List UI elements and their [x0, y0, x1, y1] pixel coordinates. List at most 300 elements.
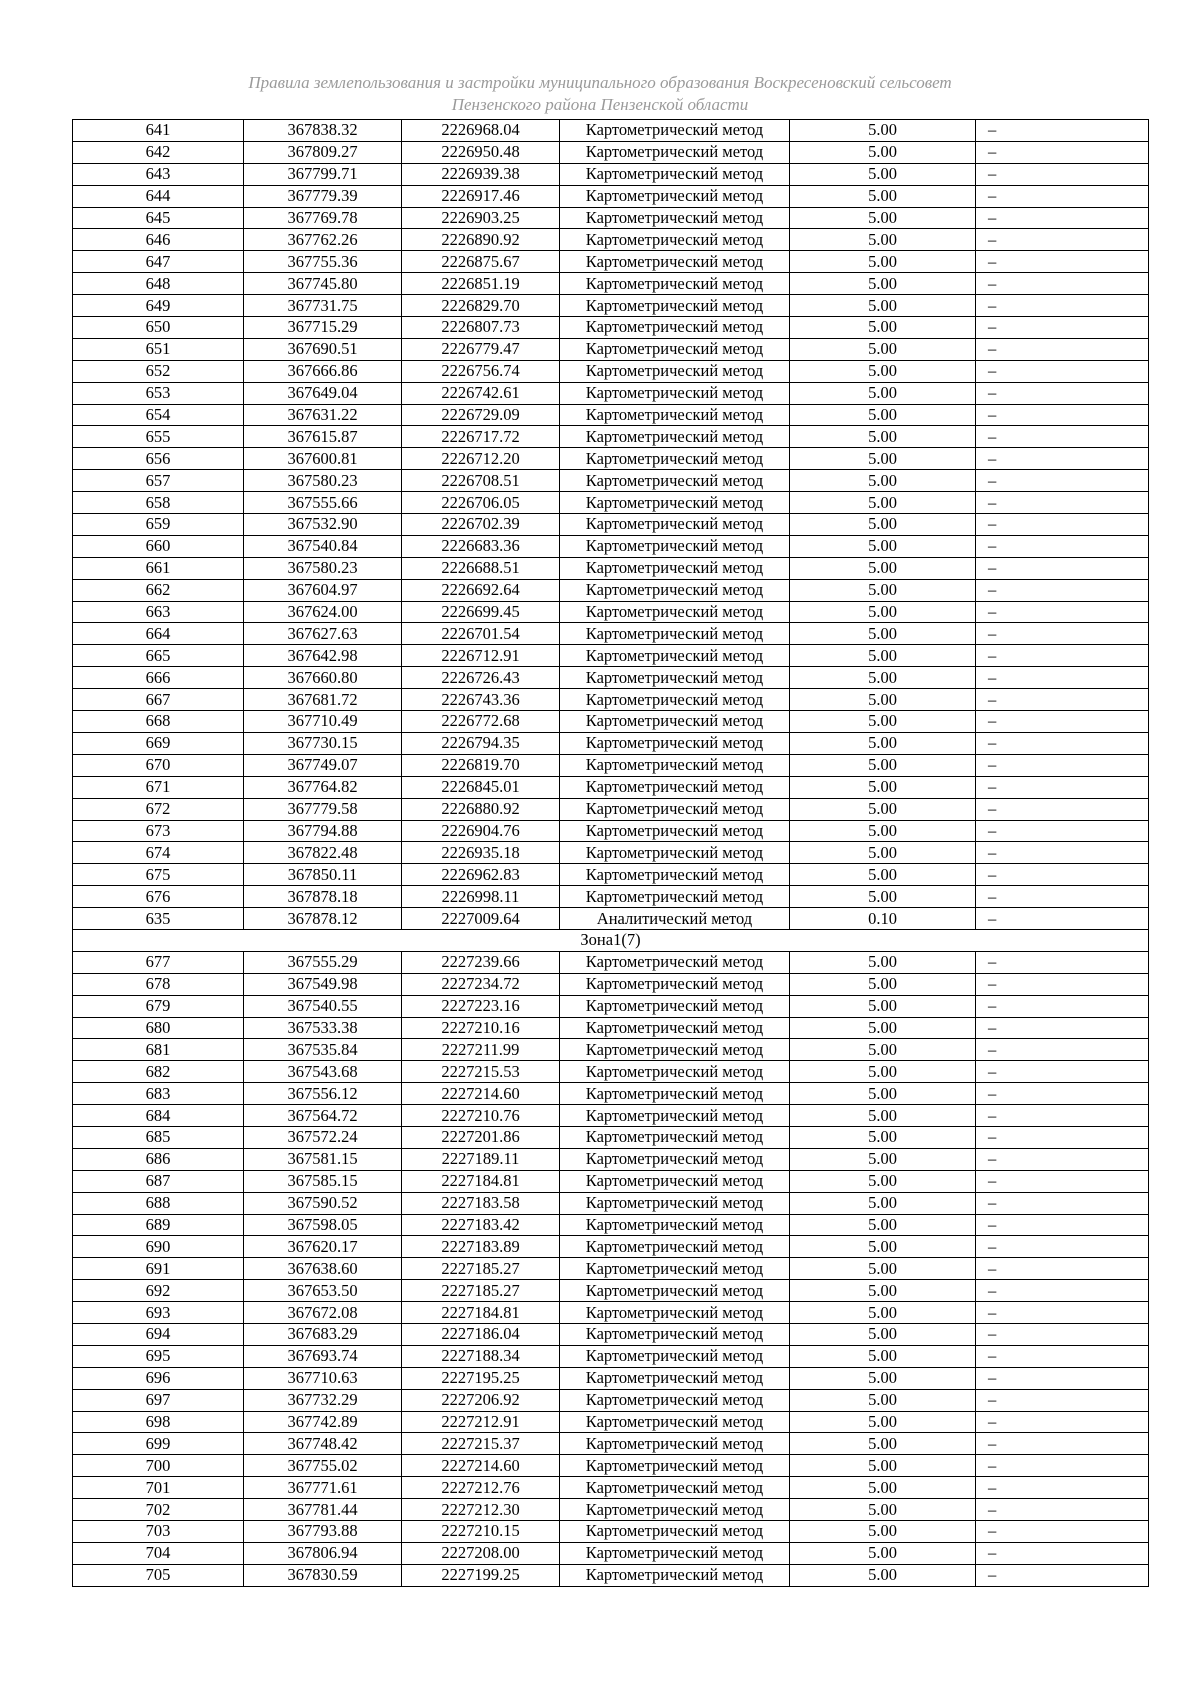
note-cell: –: [976, 623, 1149, 645]
note-cell: –: [976, 338, 1149, 360]
point-number-cell: 683: [73, 1083, 244, 1105]
y-coordinate-cell: 2226875.67: [402, 251, 560, 273]
note-cell: –: [976, 120, 1149, 142]
method-cell: Картометрический метод: [560, 1521, 790, 1543]
point-number-cell: 670: [73, 754, 244, 776]
x-coordinate-cell: 367749.07: [244, 754, 402, 776]
y-coordinate-cell: 2226702.39: [402, 514, 560, 536]
y-coordinate-cell: 2227184.81: [402, 1170, 560, 1192]
x-coordinate-cell: 367615.87: [244, 426, 402, 448]
method-cell: Картометрический метод: [560, 251, 790, 273]
y-coordinate-cell: 2226712.91: [402, 645, 560, 667]
table-row: [73, 514, 1149, 536]
x-coordinate-cell: 367830.59: [244, 1564, 402, 1586]
point-number-cell: 689: [73, 1214, 244, 1236]
y-coordinate-cell: 2227215.37: [402, 1433, 560, 1455]
method-cell: Картометрический метод: [560, 273, 790, 295]
point-number-cell: 688: [73, 1192, 244, 1214]
method-cell: Картометрический метод: [560, 382, 790, 404]
method-cell: Картометрический метод: [560, 886, 790, 908]
note-cell: –: [976, 185, 1149, 207]
method-cell: Картометрический метод: [560, 754, 790, 776]
x-coordinate-cell: 367604.97: [244, 579, 402, 601]
accuracy-cell: 5.00: [790, 1039, 976, 1061]
method-cell: Картометрический метод: [560, 1477, 790, 1499]
y-coordinate-cell: 2226688.51: [402, 557, 560, 579]
y-coordinate-cell: 2227189.11: [402, 1148, 560, 1170]
note-cell: –: [976, 1499, 1149, 1521]
table-row: [73, 1105, 1149, 1127]
note-cell: –: [976, 1411, 1149, 1433]
table-row: [73, 711, 1149, 733]
point-number-cell: 665: [73, 645, 244, 667]
x-coordinate-cell: 367581.15: [244, 1148, 402, 1170]
note-cell: –: [976, 514, 1149, 536]
accuracy-cell: 5.00: [790, 141, 976, 163]
accuracy-cell: 5.00: [790, 1499, 976, 1521]
coordinates-table-body: [73, 120, 1149, 1587]
point-number-cell: 663: [73, 601, 244, 623]
y-coordinate-cell: 2226807.73: [402, 317, 560, 339]
table-row: [73, 864, 1149, 886]
table-row: [73, 1083, 1149, 1105]
note-cell: –: [976, 317, 1149, 339]
y-coordinate-cell: 2227215.53: [402, 1061, 560, 1083]
note-cell: –: [976, 1477, 1149, 1499]
accuracy-cell: 5.00: [790, 776, 976, 798]
point-number-cell: 681: [73, 1039, 244, 1061]
accuracy-cell: 5.00: [790, 120, 976, 142]
note-cell: –: [976, 1302, 1149, 1324]
y-coordinate-cell: 2226701.54: [402, 623, 560, 645]
x-coordinate-cell: 367793.88: [244, 1521, 402, 1543]
accuracy-cell: 5.00: [790, 1345, 976, 1367]
note-cell: –: [976, 579, 1149, 601]
y-coordinate-cell: 2226880.92: [402, 798, 560, 820]
table-row: [73, 732, 1149, 754]
accuracy-cell: 5.00: [790, 1236, 976, 1258]
note-cell: –: [976, 1039, 1149, 1061]
accuracy-cell: 5.00: [790, 732, 976, 754]
note-cell: –: [976, 535, 1149, 557]
x-coordinate-cell: 367638.60: [244, 1258, 402, 1280]
table-row: [73, 886, 1149, 908]
table-row: [73, 623, 1149, 645]
point-number-cell: 703: [73, 1521, 244, 1543]
x-coordinate-cell: 367590.52: [244, 1192, 402, 1214]
point-number-cell: 698: [73, 1411, 244, 1433]
x-coordinate-cell: 367533.38: [244, 1017, 402, 1039]
point-number-cell: 641: [73, 120, 244, 142]
x-coordinate-cell: 367543.68: [244, 1061, 402, 1083]
note-cell: –: [976, 1564, 1149, 1586]
note-cell: –: [976, 426, 1149, 448]
note-cell: –: [976, 732, 1149, 754]
point-number-cell: 669: [73, 732, 244, 754]
table-row: [73, 1323, 1149, 1345]
point-number-cell: 687: [73, 1170, 244, 1192]
note-cell: –: [976, 754, 1149, 776]
y-coordinate-cell: 2226683.36: [402, 535, 560, 557]
point-number-cell: 651: [73, 338, 244, 360]
table-row: [73, 207, 1149, 229]
y-coordinate-cell: 2227201.86: [402, 1126, 560, 1148]
point-number-cell: 648: [73, 273, 244, 295]
table-row: [73, 1345, 1149, 1367]
note-cell: –: [976, 1236, 1149, 1258]
section-row: [73, 929, 1149, 951]
note-cell: –: [976, 1389, 1149, 1411]
table-row: [73, 1389, 1149, 1411]
point-number-cell: 672: [73, 798, 244, 820]
method-cell: Картометрический метод: [560, 820, 790, 842]
method-cell: Картометрический метод: [560, 645, 790, 667]
y-coordinate-cell: 2226903.25: [402, 207, 560, 229]
y-coordinate-cell: 2226962.83: [402, 864, 560, 886]
x-coordinate-cell: 367755.36: [244, 251, 402, 273]
accuracy-cell: 5.00: [790, 557, 976, 579]
y-coordinate-cell: 2226851.19: [402, 273, 560, 295]
accuracy-cell: 5.00: [790, 995, 976, 1017]
accuracy-cell: 5.00: [790, 1170, 976, 1192]
method-cell: Картометрический метод: [560, 120, 790, 142]
method-cell: Аналитический метод: [560, 908, 790, 930]
accuracy-cell: 5.00: [790, 1083, 976, 1105]
point-number-cell: 676: [73, 886, 244, 908]
header-line-1: Правила землепользования и застройки муниципального образования Воскресеновский сельсовет: [248, 73, 952, 92]
accuracy-cell: 5.00: [790, 273, 976, 295]
note-cell: –: [976, 1105, 1149, 1127]
accuracy-cell: 5.00: [790, 317, 976, 339]
y-coordinate-cell: 2226729.09: [402, 404, 560, 426]
x-coordinate-cell: 367627.63: [244, 623, 402, 645]
y-coordinate-cell: 2226712.20: [402, 448, 560, 470]
x-coordinate-cell: 367769.78: [244, 207, 402, 229]
method-cell: Картометрический метод: [560, 711, 790, 733]
x-coordinate-cell: 367672.08: [244, 1302, 402, 1324]
point-number-cell: 700: [73, 1455, 244, 1477]
table-row: [73, 1411, 1149, 1433]
point-number-cell: 657: [73, 470, 244, 492]
method-cell: Картометрический метод: [560, 360, 790, 382]
method-cell: Картометрический метод: [560, 207, 790, 229]
point-number-cell: 658: [73, 492, 244, 514]
x-coordinate-cell: 367555.66: [244, 492, 402, 514]
point-number-cell: 679: [73, 995, 244, 1017]
x-coordinate-cell: 367624.00: [244, 601, 402, 623]
table-row: [73, 229, 1149, 251]
point-number-cell: 695: [73, 1345, 244, 1367]
accuracy-cell: 5.00: [790, 360, 976, 382]
accuracy-cell: 5.00: [790, 207, 976, 229]
accuracy-cell: 5.00: [790, 689, 976, 711]
header-line-2: Пензенского района Пензенской области: [451, 95, 749, 114]
method-cell: Картометрический метод: [560, 1411, 790, 1433]
note-cell: –: [976, 1017, 1149, 1039]
method-cell: Картометрический метод: [560, 426, 790, 448]
point-number-cell: 697: [73, 1389, 244, 1411]
y-coordinate-cell: 2226917.46: [402, 185, 560, 207]
note-cell: –: [976, 1083, 1149, 1105]
note-cell: –: [976, 1214, 1149, 1236]
y-coordinate-cell: 2226968.04: [402, 120, 560, 142]
point-number-cell: 699: [73, 1433, 244, 1455]
method-cell: Картометрический метод: [560, 1455, 790, 1477]
table-row: [73, 1564, 1149, 1586]
table-row: [73, 798, 1149, 820]
point-number-cell: 690: [73, 1236, 244, 1258]
method-cell: Картометрический метод: [560, 1542, 790, 1564]
note-cell: –: [976, 798, 1149, 820]
x-coordinate-cell: 367730.15: [244, 732, 402, 754]
point-number-cell: 702: [73, 1499, 244, 1521]
y-coordinate-cell: 2226779.47: [402, 338, 560, 360]
method-cell: Картометрический метод: [560, 404, 790, 426]
table-row: [73, 776, 1149, 798]
y-coordinate-cell: 2227239.66: [402, 951, 560, 973]
accuracy-cell: 5.00: [790, 535, 976, 557]
method-cell: Картометрический метод: [560, 623, 790, 645]
table-row: [73, 1126, 1149, 1148]
note-cell: –: [976, 1170, 1149, 1192]
method-cell: Картометрический метод: [560, 557, 790, 579]
accuracy-cell: 5.00: [790, 1455, 976, 1477]
note-cell: –: [976, 995, 1149, 1017]
method-cell: Картометрический метод: [560, 295, 790, 317]
method-cell: Картометрический метод: [560, 1039, 790, 1061]
y-coordinate-cell: 2226726.43: [402, 667, 560, 689]
point-number-cell: 704: [73, 1542, 244, 1564]
table-row: [73, 689, 1149, 711]
method-cell: Картометрический метод: [560, 1061, 790, 1083]
point-number-cell: 650: [73, 317, 244, 339]
x-coordinate-cell: 367564.72: [244, 1105, 402, 1127]
table-row: [73, 820, 1149, 842]
y-coordinate-cell: 2226692.64: [402, 579, 560, 601]
y-coordinate-cell: 2226939.38: [402, 163, 560, 185]
x-coordinate-cell: 367631.22: [244, 404, 402, 426]
accuracy-cell: 5.00: [790, 1542, 976, 1564]
x-coordinate-cell: 367809.27: [244, 141, 402, 163]
note-cell: –: [976, 820, 1149, 842]
point-number-cell: 644: [73, 185, 244, 207]
method-cell: Картометрический метод: [560, 1564, 790, 1586]
accuracy-cell: 5.00: [790, 579, 976, 601]
point-number-cell: 647: [73, 251, 244, 273]
point-number-cell: 692: [73, 1280, 244, 1302]
coordinates-table: [72, 119, 1149, 1587]
accuracy-cell: 5.00: [790, 448, 976, 470]
table-row: [73, 163, 1149, 185]
table-row: [73, 1148, 1149, 1170]
note-cell: –: [976, 1542, 1149, 1564]
table-row: [73, 141, 1149, 163]
table-row: [73, 1214, 1149, 1236]
y-coordinate-cell: 2227212.30: [402, 1499, 560, 1521]
y-coordinate-cell: 2226819.70: [402, 754, 560, 776]
note-cell: –: [976, 711, 1149, 733]
method-cell: Картометрический метод: [560, 1389, 790, 1411]
table-row: [73, 251, 1149, 273]
point-number-cell: 693: [73, 1302, 244, 1324]
table-row: [73, 842, 1149, 864]
accuracy-cell: 5.00: [790, 426, 976, 448]
x-coordinate-cell: 367535.84: [244, 1039, 402, 1061]
accuracy-cell: 5.00: [790, 492, 976, 514]
y-coordinate-cell: 2226699.45: [402, 601, 560, 623]
method-cell: Картометрический метод: [560, 776, 790, 798]
accuracy-cell: 5.00: [790, 1105, 976, 1127]
y-coordinate-cell: 2226743.36: [402, 689, 560, 711]
table-row: [73, 120, 1149, 142]
table-row: [73, 1455, 1149, 1477]
note-cell: –: [976, 360, 1149, 382]
point-number-cell: 671: [73, 776, 244, 798]
x-coordinate-cell: 367850.11: [244, 864, 402, 886]
note-cell: –: [976, 973, 1149, 995]
y-coordinate-cell: 2227186.04: [402, 1323, 560, 1345]
method-cell: Картометрический метод: [560, 492, 790, 514]
x-coordinate-cell: 367580.23: [244, 557, 402, 579]
note-cell: –: [976, 864, 1149, 886]
table-row: [73, 1542, 1149, 1564]
table-row: [73, 1302, 1149, 1324]
x-coordinate-cell: 367771.61: [244, 1477, 402, 1499]
accuracy-cell: 5.00: [790, 754, 976, 776]
x-coordinate-cell: 367572.24: [244, 1126, 402, 1148]
accuracy-cell: 5.00: [790, 185, 976, 207]
point-number-cell: 642: [73, 141, 244, 163]
accuracy-cell: 5.00: [790, 1192, 976, 1214]
accuracy-cell: 5.00: [790, 1214, 976, 1236]
point-number-cell: 662: [73, 579, 244, 601]
y-coordinate-cell: 2227214.60: [402, 1455, 560, 1477]
point-number-cell: 680: [73, 1017, 244, 1039]
table-row: [73, 1061, 1149, 1083]
method-cell: Картометрический метод: [560, 732, 790, 754]
table-row: [73, 973, 1149, 995]
note-cell: –: [976, 1126, 1149, 1148]
method-cell: Картометрический метод: [560, 1345, 790, 1367]
y-coordinate-cell: 2226706.05: [402, 492, 560, 514]
x-coordinate-cell: 367779.58: [244, 798, 402, 820]
accuracy-cell: 5.00: [790, 1148, 976, 1170]
x-coordinate-cell: 367620.17: [244, 1236, 402, 1258]
method-cell: Картометрический метод: [560, 842, 790, 864]
method-cell: Картометрический метод: [560, 864, 790, 886]
y-coordinate-cell: 2227214.60: [402, 1083, 560, 1105]
x-coordinate-cell: 367732.29: [244, 1389, 402, 1411]
point-number-cell: 653: [73, 382, 244, 404]
table-row: [73, 317, 1149, 339]
x-coordinate-cell: 367580.23: [244, 470, 402, 492]
note-cell: –: [976, 908, 1149, 930]
accuracy-cell: 5.00: [790, 1564, 976, 1586]
point-number-cell: 646: [73, 229, 244, 251]
method-cell: Картометрический метод: [560, 141, 790, 163]
table-row: [73, 1236, 1149, 1258]
accuracy-cell: 5.00: [790, 842, 976, 864]
table-row: [73, 1367, 1149, 1389]
method-cell: Картометрический метод: [560, 1499, 790, 1521]
table-row: [73, 557, 1149, 579]
x-coordinate-cell: 367806.94: [244, 1542, 402, 1564]
note-cell: –: [976, 1521, 1149, 1543]
x-coordinate-cell: 367693.74: [244, 1345, 402, 1367]
y-coordinate-cell: 2226845.01: [402, 776, 560, 798]
method-cell: Картометрический метод: [560, 1105, 790, 1127]
point-number-cell: 685: [73, 1126, 244, 1148]
x-coordinate-cell: 367838.32: [244, 120, 402, 142]
y-coordinate-cell: 2227210.16: [402, 1017, 560, 1039]
accuracy-cell: 5.00: [790, 711, 976, 733]
x-coordinate-cell: 367731.75: [244, 295, 402, 317]
y-coordinate-cell: 2227185.27: [402, 1258, 560, 1280]
y-coordinate-cell: 2226742.61: [402, 382, 560, 404]
point-number-cell: 691: [73, 1258, 244, 1280]
x-coordinate-cell: 367556.12: [244, 1083, 402, 1105]
table-row: [73, 995, 1149, 1017]
method-cell: Картометрический метод: [560, 798, 790, 820]
point-number-cell: 675: [73, 864, 244, 886]
point-number-cell: 654: [73, 404, 244, 426]
accuracy-cell: 5.00: [790, 514, 976, 536]
method-cell: Картометрический метод: [560, 1302, 790, 1324]
y-coordinate-cell: 2226829.70: [402, 295, 560, 317]
table-row: [73, 360, 1149, 382]
x-coordinate-cell: 367649.04: [244, 382, 402, 404]
table-row: [73, 1170, 1149, 1192]
table-row: [73, 1039, 1149, 1061]
x-coordinate-cell: 367748.42: [244, 1433, 402, 1455]
accuracy-cell: 5.00: [790, 1521, 976, 1543]
table-row: [73, 404, 1149, 426]
point-number-cell: 701: [73, 1477, 244, 1499]
y-coordinate-cell: 2226717.72: [402, 426, 560, 448]
y-coordinate-cell: 2227212.91: [402, 1411, 560, 1433]
note-cell: –: [976, 1061, 1149, 1083]
note-cell: –: [976, 1192, 1149, 1214]
note-cell: –: [976, 163, 1149, 185]
note-cell: –: [976, 1433, 1149, 1455]
accuracy-cell: 5.00: [790, 667, 976, 689]
x-coordinate-cell: 367745.80: [244, 273, 402, 295]
method-cell: Картометрический метод: [560, 163, 790, 185]
accuracy-cell: 5.00: [790, 1017, 976, 1039]
y-coordinate-cell: 2227009.64: [402, 908, 560, 930]
accuracy-cell: 5.00: [790, 1411, 976, 1433]
table-row: [73, 1499, 1149, 1521]
method-cell: Картометрический метод: [560, 1258, 790, 1280]
point-number-cell: 643: [73, 163, 244, 185]
accuracy-cell: 5.00: [790, 1061, 976, 1083]
method-cell: Картометрический метод: [560, 667, 790, 689]
point-number-cell: 705: [73, 1564, 244, 1586]
x-coordinate-cell: 367715.29: [244, 317, 402, 339]
y-coordinate-cell: 2227183.58: [402, 1192, 560, 1214]
accuracy-cell: 5.00: [790, 1389, 976, 1411]
y-coordinate-cell: 2227212.76: [402, 1477, 560, 1499]
table-row: [73, 908, 1149, 930]
section-title: Зона1(7): [73, 929, 1149, 951]
table-row: [73, 1017, 1149, 1039]
y-coordinate-cell: 2227208.00: [402, 1542, 560, 1564]
point-number-cell: 666: [73, 667, 244, 689]
method-cell: Картометрический метод: [560, 1148, 790, 1170]
y-coordinate-cell: 2226935.18: [402, 842, 560, 864]
y-coordinate-cell: 2227211.99: [402, 1039, 560, 1061]
point-number-cell: 664: [73, 623, 244, 645]
